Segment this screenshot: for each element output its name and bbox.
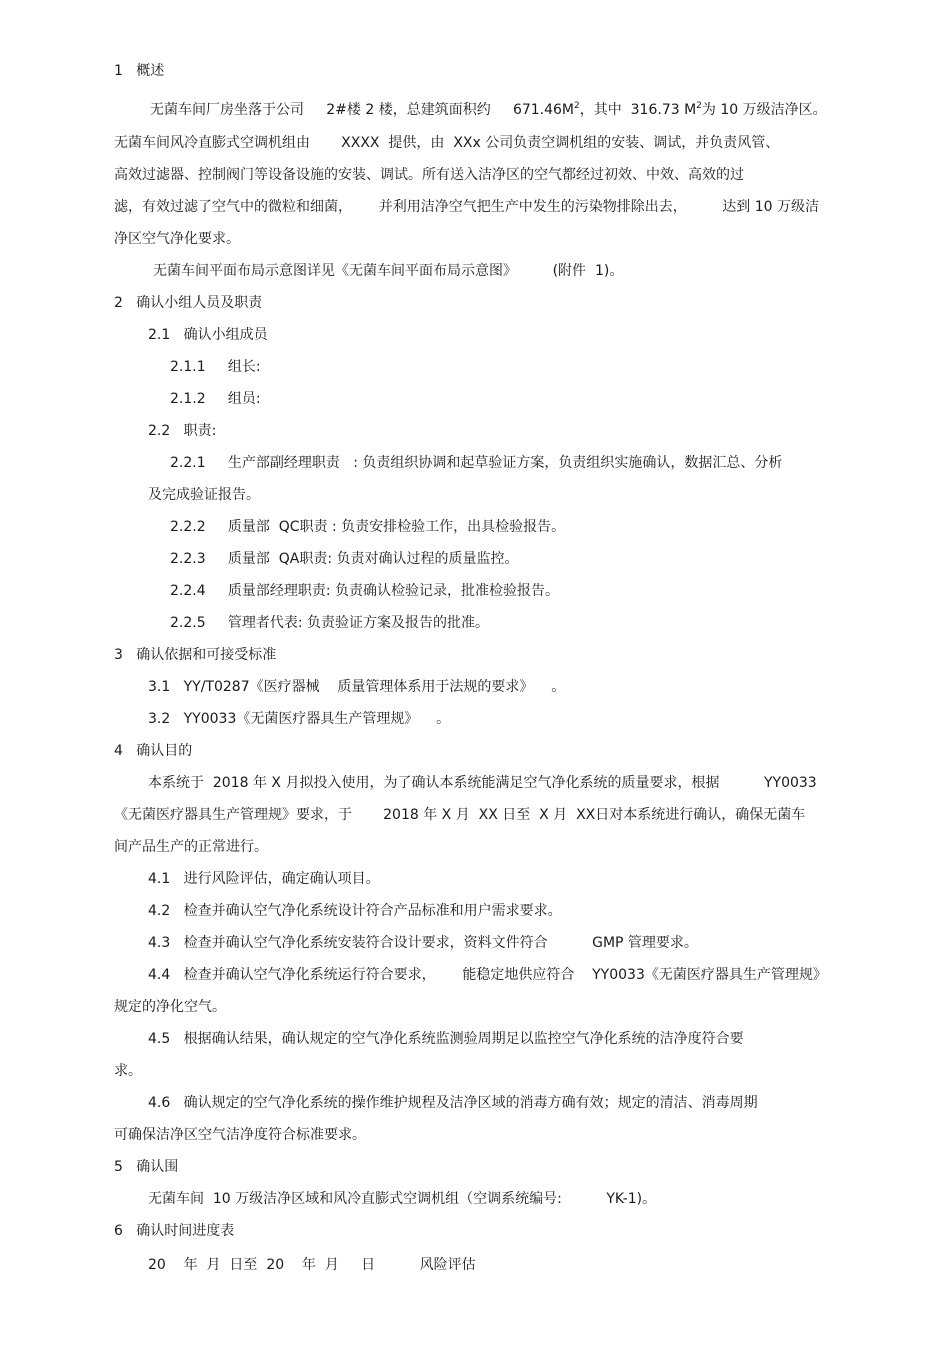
- section-1-paragraph-line-2: 无菌车间风冷直膨式空调机组由 XXXX 提供，由 XXx 公司负责空调机组的安装、调试，并负责风管、: [114, 135, 780, 151]
- section-1-paragraph-line-3: 高效过滤器、控制阀门等设备设施的安装、调试。所有送入洁净区的空气都经过初效、中效、高效的过: [114, 167, 744, 183]
- section-4-6-line-1: 4.6 确认规定的空气净化系统的操作维护规程及洁净区域的消毒方确有效；规定的清洁、消毒周期: [148, 1095, 758, 1111]
- section-1-paragraph-line-4: 滤，有效过滤了空气中的微粒和细菌， 并利用洁净空气把生产中发生的污染物排除出去， 达到 10 万级洁: [114, 199, 820, 215]
- section-3-2: 3.2 YY0033《无菌医疗器具生产管理规》 。: [148, 711, 451, 727]
- section-1-heading: 1 概述: [114, 63, 165, 79]
- section-2-2-1-line-2: 及完成验证报告。: [148, 487, 260, 503]
- section-3-heading: 3 确认依据和可接受标准: [114, 647, 277, 663]
- section-2-1-heading: 2.1 确认小组成员: [148, 327, 268, 343]
- section-4-paragraph-line-2: 《无菌医疗器具生产管理规》要求，于 2018 年 X 月 XX 日至 X 月 XX日对本系统进行确认，确保无菌车: [114, 807, 806, 823]
- section-4-paragraph-line-3: 间产品生产的正常进行。: [114, 839, 268, 855]
- section-4-1: 4.1 进行风险评估，确定确认项目。: [148, 871, 380, 887]
- section-2-2-2: 2.2.2 质量部 QC职责 : 负责安排检验工作，出具检验报告。: [170, 519, 566, 535]
- section-2-2-heading: 2.2 职责:: [148, 423, 217, 439]
- section-4-4-line-1: 4.4 检查并确认空气净化系统运行符合要求， 能稳定地供应符合 YY0033《无菌医疗器具生产管理规》: [148, 967, 827, 983]
- section-4-paragraph-line-1: 本系统于 2018 年 X 月拟投入使用，为了确认本系统能满足空气净化系统的质量要求，根据 YY0033: [148, 775, 817, 791]
- section-4-2: 4.2 检查并确认空气净化系统设计符合产品标准和用户需求要求。: [148, 903, 562, 919]
- section-2-1-1-leader: 2.1.1 组长:: [170, 359, 261, 375]
- section-2-2-3: 2.2.3 质量部 QA职责: 负责对确认过程的质量监控。: [170, 551, 519, 567]
- section-4-3: 4.3 检查并确认空气净化系统安装符合设计要求，资料文件符合 GMP 管理要求。: [148, 935, 698, 951]
- schedule-row: 20 年 月 日至 20 年 月 日 风险评估: [148, 1257, 476, 1273]
- section-6-heading: 6 确认时间进度表: [114, 1223, 235, 1239]
- section-2-heading: 2 确认小组人员及职责: [114, 295, 263, 311]
- section-2-1-2-members: 2.1.2 组员:: [170, 391, 261, 407]
- section-2-2-5: 2.2.5 管理者代表: 负责验证方案及报告的批准。: [170, 615, 490, 631]
- section-1-paragraph-line-1: 无菌车间厂房坐落于公司 2#楼 2 楼，总建筑面积约 $671.46M^2$，其中 316.73 $M^2$为 10 万级洁净区。: [150, 101, 827, 118]
- section-2-2-4: 2.2.4 质量部经理职责: 负责确认检验记录，批准检验报告。: [170, 583, 560, 599]
- section-2-2-1-line-1: 2.2.1 生产部副经理职责 : 负责组织协调和起草验证方案，负责组织实施确认，数据汇总、分析: [170, 455, 783, 471]
- section-1-paragraph-line-5: 净区空气净化要求。: [114, 231, 240, 247]
- section-4-heading: 4 确认目的: [114, 743, 193, 759]
- section-4-5-line-1: 4.5 根据确认结果，确认规定的空气净化系统监测验周期足以监控空气净化系统的洁净度符合要: [148, 1031, 744, 1047]
- section-3-1: 3.1 YY/T0287《医疗器械 质量管理体系用于法规的要求》 。: [148, 679, 566, 695]
- section-4-5-line-2: 求。: [114, 1063, 142, 1079]
- section-4-4-line-2: 规定的净化空气。: [114, 999, 226, 1015]
- section-5-content: 无菌车间 10 万级洁净区域和风冷直膨式空调机组（空调系统编号: YK-1)。: [148, 1191, 657, 1207]
- section-4-6-line-2: 可确保洁净区空气洁净度符合标准要求。: [114, 1127, 366, 1143]
- section-5-heading: 5 确认围: [114, 1159, 179, 1175]
- section-1-layout-reference: 无菌车间平面布局示意图详见《无菌车间平面布局示意图》 (附件 1)。: [153, 263, 624, 279]
